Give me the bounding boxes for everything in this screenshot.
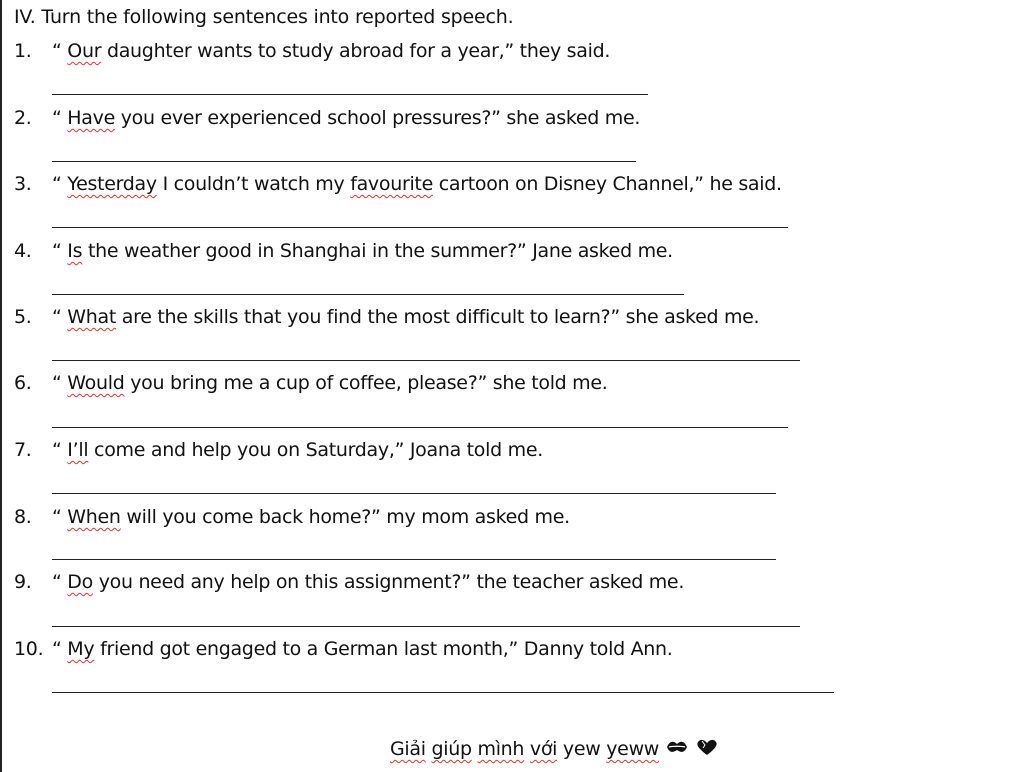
exercise-item-5: 5. “ What are the skills that you find the most difficult to learn?” she asked me. — [14, 306, 760, 328]
spellcheck-word: Would — [67, 372, 125, 394]
answer-line-3[interactable] — [52, 227, 788, 228]
exercise-item-7: 7. “ I’ll come and help you on Saturday,” Joana told me. — [14, 439, 543, 461]
spellcheck-word: When — [67, 506, 121, 528]
spellcheck-word: Is — [67, 240, 83, 262]
answer-line-4[interactable] — [52, 294, 684, 295]
answer-line-5[interactable] — [52, 360, 800, 361]
answer-line-9[interactable] — [52, 626, 800, 627]
spellcheck-word: Do — [67, 571, 93, 593]
answer-line-6[interactable] — [52, 427, 788, 428]
exercise-item-10: 10. “ My friend got engaged to a German last month,” Danny told Ann. — [14, 638, 673, 660]
spellcheck-word: My — [67, 638, 95, 660]
answer-line-7[interactable] — [52, 493, 776, 494]
exercise-item-6: 6. “ Would you bring me a cup of coffee, please?” she told me. — [14, 372, 608, 394]
spellcheck-word: Yesterday — [67, 173, 157, 195]
heart-icon — [695, 738, 719, 761]
exercise-item-9: 9. “ Do you need any help on this assignment?” the teacher asked me. — [14, 571, 685, 593]
spellcheck-word: favourite — [350, 173, 433, 195]
page-border — [0, 0, 2, 772]
answer-line-10[interactable] — [52, 692, 834, 693]
answer-line-1[interactable] — [52, 94, 648, 95]
spellcheck-word: I’ll — [67, 439, 89, 461]
exercise-item-2: 2. “ Have you ever experienced school pressures?” she asked me. — [14, 107, 641, 129]
kiss-mark-icon — [665, 738, 689, 761]
exercise-item-1: 1. “ Our daughter wants to study abroad for a year,” they said. — [14, 40, 611, 62]
exercise-heading: IV. Turn the following sentences into reported speech. — [14, 6, 514, 28]
spellcheck-word: Have — [67, 107, 115, 129]
answer-line-8[interactable] — [52, 559, 776, 560]
exercise-item-8: 8. “ When will you come back home?” my mom asked me. — [14, 506, 570, 528]
help-request-note: Giải giúp mình với yew yeww — [390, 738, 719, 761]
spellcheck-word: Our — [67, 40, 102, 62]
spellcheck-word: What — [67, 306, 117, 328]
exercise-item-3: 3. “ Yesterday I couldn’t watch my favourite cartoon on Disney Channel,” he said. — [14, 173, 782, 195]
exercise-item-4: 4. “ Is the weather good in Shanghai in the summer?” Jane asked me. — [14, 240, 673, 262]
answer-line-2[interactable] — [52, 161, 636, 162]
